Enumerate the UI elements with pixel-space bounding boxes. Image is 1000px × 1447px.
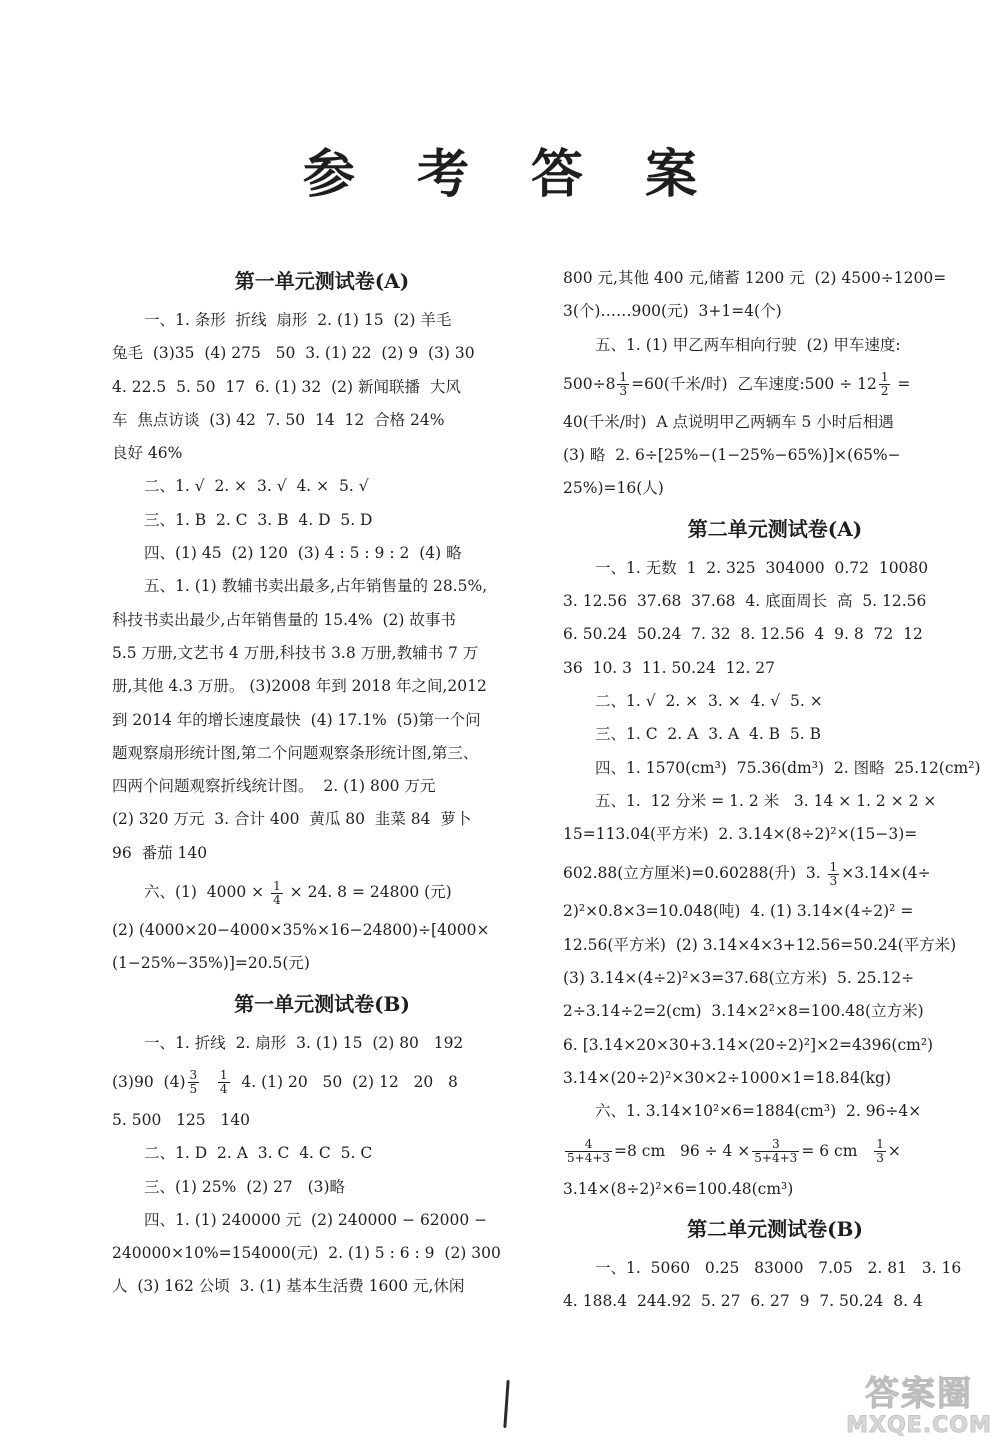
answer-line: (3) 3.14×(4÷2)²×3=37.68(立方米) 5. 25.12÷ (563, 969, 915, 988)
text-segment: 六、(1) 4000 × (144, 883, 270, 902)
answer-line (112, 870, 532, 914)
answer-line: 到 2014 年的增长速度最快 (4) 17.1% (5)第一个问 (112, 710, 481, 729)
answer-line: 6. [3.14×20×30+3.14×(20÷2)²]×2=4396(cm²) (563, 1035, 934, 1054)
denominator: 2 (880, 384, 889, 399)
answer-line: 3(个)……900(元) 3+1=4(个) (563, 302, 782, 321)
denominator: 4 (273, 892, 281, 907)
answer-line: 科技书卖出最少,占年销售量的 15.4% (2) 故事书 (112, 610, 456, 629)
answer-line: 一、1. 条形 折线 扇形 2. (1) 15 (2) 羊毛 (144, 311, 452, 329)
fraction (218, 1069, 230, 1096)
answer-line: 一、1. 折线 2. 扇形 3. (1) 15 (2) 80 192 (144, 1033, 464, 1052)
numerator: 4 (565, 1138, 612, 1152)
answer-line: 800 元,其他 400 元,储蓄 1200 元 (2) 4500÷1200= (563, 269, 947, 287)
watermark-url: MXQE.COM (846, 1413, 992, 1438)
answer-line: 3.14×(8÷2)²×6=100.48(cm³) (563, 1179, 794, 1198)
fraction (565, 1138, 612, 1165)
answer-line: 4. 22.5 5. 50 17 6. (1) 32 (2) 新闻联播 大风 (112, 377, 461, 396)
answer-line: 四两个问题观察折线统计图。 2. (1) 800 万元 (112, 777, 436, 796)
denominator: 5 (189, 1082, 198, 1097)
numerator: 1 (829, 859, 838, 874)
answer-line: 一、1. 无数 1 2. 325 304000 0.72 10080 (595, 558, 929, 577)
answer-line: 五、1. 12 分米 = 1. 2 米 3. 14 × 1. 2 × 2 × (595, 791, 937, 810)
answer-line: 六、1. 3.14×10²×6=1884(cm³) 2. 96÷4× (595, 1102, 922, 1121)
fraction (874, 1138, 886, 1165)
denominator: 3 (876, 1151, 884, 1166)
answer-line: 五、1. (1) 教辅书卖出最多,占年销售量的 28.5%, (144, 577, 488, 596)
answer-line: 三、1. C 2. A 3. A 4. B 5. B (595, 725, 822, 744)
text-segment: 500÷8 (563, 374, 616, 393)
text-segment: =8 cm 96 ÷ 4 × (614, 1141, 751, 1160)
numerator: 3 (752, 1138, 799, 1152)
answer-line: 40(千米/时) A 点说明甲乙两辆车 5 小时后相遇 (563, 412, 894, 431)
answer-line: 题观察扇形统计图,第二个问题观察条形统计图,第三、 (112, 743, 479, 762)
text-segment: 4. (1) 20 50 (2) 12 20 8 (231, 1072, 458, 1091)
section-title: 第二单元测试卷(B) (687, 1216, 863, 1241)
answer-line: 车 焦点访谈 (3) 42 7. 50 14 12 合格 24% (112, 410, 445, 429)
numerator: 3 (189, 1068, 198, 1083)
watermark-text: 答案圈 (865, 1374, 973, 1414)
answer-line: 3.14×(20÷2)²×30×2÷1000×1=18.84(kg) (563, 1068, 891, 1087)
numerator: 1 (619, 370, 628, 385)
fraction (828, 861, 840, 888)
section-title: 第一单元测试卷(B) (234, 991, 410, 1016)
answer-line: 四、1. 1570(cm³) 75.36(dm³) 2. 图略 25.12(cm²) (595, 758, 981, 777)
numerator: 1 (219, 1068, 228, 1083)
watermark-logo (844, 1375, 994, 1443)
left-column (112, 258, 532, 1304)
text-segment: ×3.14×(4÷ (841, 864, 931, 883)
answer-line: (3) 略 2. 6÷[25%−(1−25%−65%)]×(65%− (563, 446, 901, 465)
text-segment: (3)90 (4) (112, 1072, 186, 1091)
answer-line: 96 番茄 140 (112, 843, 208, 862)
answer-line (563, 1129, 987, 1173)
numerator: 1 (880, 370, 889, 385)
answer-line: 四、(1) 45 (2) 120 (3) 4 : 5 : 9 : 2 (4) 略 (144, 544, 462, 563)
fraction (271, 880, 283, 907)
numerator: 1 (876, 1137, 884, 1152)
answer-line: 二、1. √ 2. × 3. √ 4. × 5. √ (144, 477, 369, 496)
answer-line: 兔毛 (3)35 (4) 275 50 3. (1) 22 (2) 9 (3) 30 (112, 344, 475, 363)
answer-line: 6. 50.24 50.24 7. 32 8. 12.56 4 9. 8 72 12 (563, 625, 923, 644)
answer-line: 5.5 万册,文艺书 4 万册,科技书 3.8 万册,教辅书 7 万 (112, 643, 479, 662)
answer-line: 25%)=16(人) (563, 479, 664, 498)
answer-line: 15=113.04(平方米) 2. 3.14×(8÷2)²×(15−3)= (563, 825, 918, 844)
denominator: 3 (619, 384, 628, 399)
denominator: 5+4+3 (754, 1151, 798, 1166)
fraction (879, 371, 891, 398)
answer-line: 五、1. (1) 甲乙两车相向行驶 (2) 甲车速度: (595, 335, 901, 354)
answer-line: 二、1. D 2. A 3. C 4. C 5. C (144, 1144, 373, 1163)
text-segment: = 6 cm (801, 1141, 873, 1160)
text-segment: 602.88(立方厘米)=0.60288(升) 3. (563, 864, 826, 883)
section-title: 第二单元测试卷(A) (687, 516, 863, 541)
fraction (188, 1069, 200, 1096)
text-segment: = (892, 374, 911, 393)
fraction (617, 371, 629, 398)
text-segment: × (887, 1141, 901, 1160)
answer-line: (1−25%−35%)]=20.5(元) (112, 954, 310, 973)
answer-line: 人 (3) 162 公顷 3. (1) 基本生活费 1600 元,休闲 (112, 1277, 465, 1296)
answer-line (563, 362, 987, 406)
fraction (752, 1138, 799, 1165)
answer-line: 良好 46% (112, 444, 183, 463)
answer-line: 4. 188.4 244.92 5. 27 6. 27 9 7. 50.24 8. 4 (563, 1292, 923, 1311)
answer-line: (2) 320 万元 3. 合计 400 黄瓜 80 韭菜 84 萝卜 (112, 810, 472, 829)
answer-line: 一、1. 5060 0.25 83000 7.05 2. 81 3. 16 (595, 1258, 962, 1277)
answer-line: (2) (4000×20−4000×35%×16−24800)÷[4000× (112, 921, 490, 940)
page-title: 参 考 答 案 (302, 144, 720, 205)
denominator: 5+4+3 (567, 1151, 611, 1166)
answer-line: 5. 500 125 140 (112, 1110, 251, 1129)
right-column (563, 262, 987, 1318)
answer-line: 四、1. (1) 240000 元 (2) 240000 − 62000 − (144, 1210, 488, 1229)
answer-line (563, 851, 987, 895)
answer-line: 二、1. √ 2. × 3. × 4. √ 5. × (595, 691, 823, 710)
page-number-mark (503, 1380, 509, 1428)
answer-line: 36 10. 3 11. 50.24 12. 27 (563, 658, 775, 677)
numerator: 1 (273, 878, 281, 893)
answer-line: 240000×10%=154000(元) 2. (1) 5 : 6 : 9 (2) 300 (112, 1244, 501, 1263)
answer-line: 三、(1) 25% (2) 27 (3)略 (144, 1177, 346, 1196)
denominator: 4 (219, 1082, 228, 1097)
answer-line: 3. 12.56 37.68 37.68 4. 底面周长 高 5. 12.56 (563, 592, 927, 611)
section-title: 第一单元测试卷(A) (234, 269, 410, 293)
answer-line: 12.56(平方米) (2) 3.14×4×3+12.56=50.24(平方米) (563, 935, 957, 954)
answer-line: 2)²×0.8×3=10.048(吨) 4. (1) 3.14×(4÷2)² = (563, 902, 914, 921)
denominator: 3 (829, 873, 838, 888)
text-segment: × 24. 8 = 24800 (元) (284, 883, 452, 902)
answer-line: 册,其他 4.3 万册。 (3)2008 年到 2018 年之间,2012 (112, 677, 487, 696)
answer-line: 三、1. B 2. C 3. B 4. D 5. D (144, 510, 373, 529)
text-segment: =60(千米/时) 乙车速度:500 ÷ 12 (631, 374, 877, 393)
answer-line: 2÷3.14÷2=2(cm) 3.14×2²×8=100.48(立方米) (563, 1002, 924, 1021)
answer-line (112, 1060, 532, 1104)
